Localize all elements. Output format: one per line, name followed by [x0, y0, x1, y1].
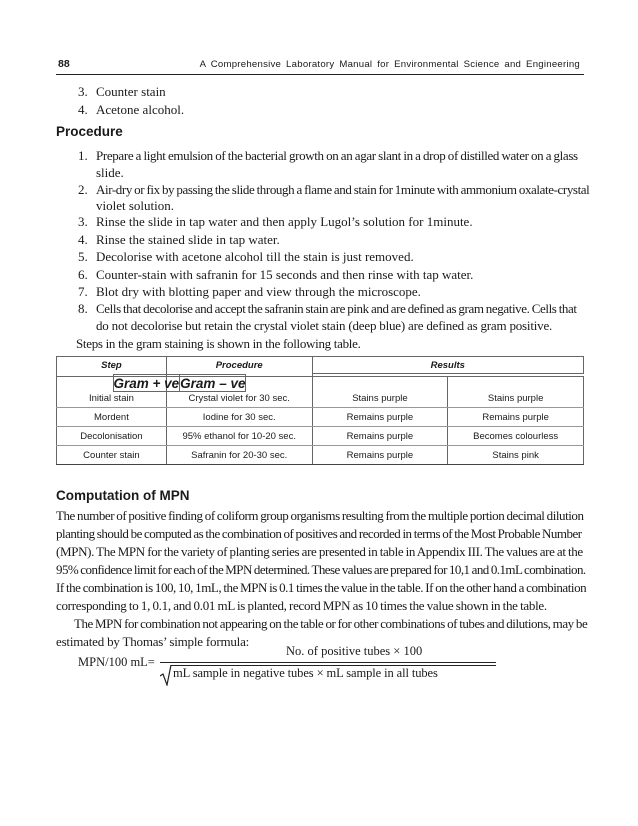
cell-step: Counter stain [57, 446, 167, 465]
cell-procedure: Safranin for 20-30 sec. [166, 446, 312, 465]
cell-gram-positive: Remains purple [312, 427, 448, 446]
mpn-paragraph-line: The number of positive finding of coliform group organisms resulting from the multiple portion decimal dilution [56, 508, 584, 523]
mpn-paragraph-line: The MPN for combination not appearing on the table or for other combinations of tubes and dilutions, may be [74, 616, 588, 631]
formula-numerator: No. of positive tubes × 100 [286, 644, 423, 658]
page-number: 88 [58, 58, 70, 70]
cell-step: Initial stain [57, 389, 167, 408]
book-title: A Comprehensive Laboratory Manual for Environmental Science and Engineering [199, 59, 580, 70]
step-text: Blot dry with blotting paper and view through the microscope. [96, 284, 421, 299]
col-header-results: Results [312, 357, 583, 374]
table-intro: Steps in the gram staining is shown in the following table. [76, 336, 361, 351]
step-text: Rinse the stained slide in tap water. [96, 232, 280, 247]
cell-gram-positive: Remains purple [312, 408, 448, 427]
step-text: Air-dry or fix by passing the slide through a flame and stain for 1minute with ammonium oxalate-crystal [96, 182, 590, 197]
gram-stain-table [56, 356, 584, 465]
cell-gram-positive: Remains purple [312, 446, 448, 465]
step-number: 5. [78, 249, 88, 264]
step-number: 1. [78, 148, 88, 163]
cell-procedure: Crystal violet for 30 sec. [166, 389, 312, 408]
reagent-number: 3. [78, 84, 88, 99]
table-row [57, 446, 584, 465]
mpn-paragraph-line: estimated by Thomas’ simple formula: [56, 634, 250, 649]
cell-gram-negative: Becomes colourless [448, 427, 584, 446]
mpn-heading: Computation of MPN [56, 488, 190, 503]
thomas-formula [60, 646, 480, 686]
step-text: Counter-stain with safranin for 15 seconds and then rinse with tap water. [96, 267, 474, 282]
cell-procedure: Iodine for 30 sec. [166, 408, 312, 427]
cell-step: Mordent [57, 408, 167, 427]
step-number: 4. [78, 232, 88, 247]
cell-gram-negative: Stains purple [448, 389, 584, 408]
step-text: violet solution. [96, 198, 174, 213]
reagent-number: 4. [78, 102, 88, 117]
mpn-paragraph-line: If the combination is 100, 10, 1mL, the MPN is 0.1 times the value in the table. If on the other hand a combination [56, 580, 587, 595]
mpn-paragraph-line: 95% confidence limit for each of the MPN determined. These values are prepared for 10,1 and 0.1mL combination. [56, 562, 586, 577]
step-number: 6. [78, 267, 88, 282]
col-header-step: Step [57, 357, 167, 377]
cell-gram-negative: Remains purple [448, 408, 584, 427]
page-header [56, 58, 584, 75]
reagent-item: Counter stain [96, 84, 166, 99]
fraction-bar [160, 662, 496, 663]
cell-gram-positive: Stains purple [312, 389, 448, 408]
cell-gram-negative: Stains pink [448, 446, 584, 465]
table-row [57, 408, 584, 427]
mpn-paragraph-line: planting should be computed as the combination of positives and recorded in terms of the Most Probable Number [56, 526, 582, 541]
step-text: Decolorise with acetone alcohol till the stain is just removed. [96, 249, 414, 264]
formula-denominator: mL sample in negative tubes × mL sample in all tubes [173, 666, 438, 680]
step-number: 8. [78, 301, 88, 316]
col-header-gram-negative: Gram – ve [180, 375, 246, 391]
cell-step: Decolonisation [57, 427, 167, 446]
step-number: 3. [78, 214, 88, 229]
col-header-gram-positive: Gram + ve [113, 375, 180, 391]
step-text: do not decolorise but retain the crystal violet stain (deep blue) are defined as gram positive. [96, 318, 553, 333]
mpn-paragraph-line: (MPN). The MPN for the variety of planting series are presented in table in Appendix III. The values are at the [56, 544, 583, 559]
mpn-paragraph-line: corresponding to 1, 0.1, and 0.01 mL is planted, record MPN as 10 times the value shown in the table. [56, 598, 547, 613]
square-root-icon [160, 664, 172, 686]
step-text: Cells that decolorise and accept the safranin stain are pink and are defined as gram negative. Cells that [96, 301, 577, 316]
reagent-item: Acetone alcohol. [96, 102, 185, 117]
step-text: Rinse the slide in tap water and then apply Lugol’s solution for 1minute. [96, 214, 473, 229]
col-header-procedure: Procedure [166, 357, 312, 377]
cell-procedure: 95% ethanol for 10-20 sec. [166, 427, 312, 446]
procedure-heading: Procedure [56, 124, 123, 139]
step-number: 7. [78, 284, 88, 299]
step-text: Prepare a light emulsion of the bacterial growth on an agar slant in a drop of distilled water on a glass [96, 148, 578, 163]
formula-lhs: MPN/100 mL= [78, 655, 155, 669]
table-row [57, 427, 584, 446]
step-number: 2. [78, 182, 88, 197]
step-text: slide. [96, 165, 124, 180]
